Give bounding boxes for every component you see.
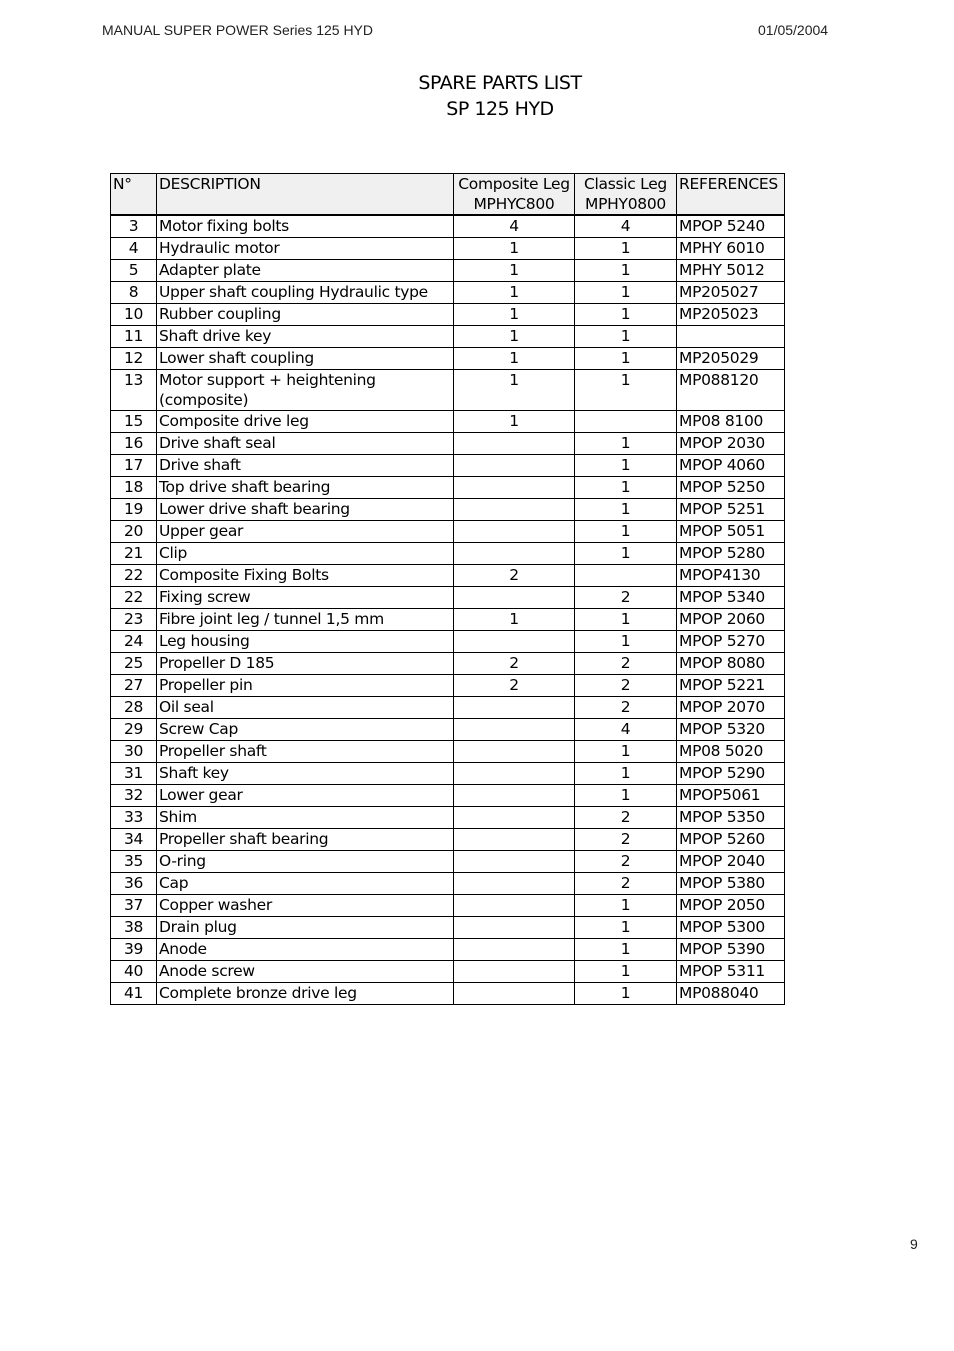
cell-reference: MP08 8100: [677, 411, 785, 433]
cell-description: Motor support + heightening (composite): [157, 370, 454, 411]
table-row: [111, 282, 785, 304]
cell-composite-qty: [454, 983, 575, 1005]
cell-description: Leg housing: [157, 631, 454, 653]
cell-reference: MPOP 5260: [677, 829, 785, 851]
cell-reference: MP088040: [677, 983, 785, 1005]
cell-reference: MP205027: [677, 282, 785, 304]
cell-reference: MPOP5061: [677, 785, 785, 807]
table-row: [111, 587, 785, 609]
cell-description: Propeller shaft bearing: [157, 829, 454, 851]
cell-description: Oil seal: [157, 697, 454, 719]
cell-classic-qty: 2: [575, 675, 677, 697]
cell-reference: MPOP 2030: [677, 433, 785, 455]
cell-number: 36: [111, 873, 157, 895]
column-header-composite-leg-label: Composite Leg: [458, 175, 570, 193]
cell-composite-qty: [454, 499, 575, 521]
cell-composite-qty: [454, 719, 575, 741]
cell-number: 13: [111, 370, 157, 411]
cell-classic-qty: 2: [575, 851, 677, 873]
table-row: [111, 741, 785, 763]
table-row: [111, 917, 785, 939]
cell-number: 30: [111, 741, 157, 763]
cell-number: 29: [111, 719, 157, 741]
cell-classic-qty: 1: [575, 543, 677, 565]
cell-classic-qty: 1: [575, 521, 677, 543]
table-row: [111, 763, 785, 785]
table-row: [111, 260, 785, 282]
cell-composite-qty: [454, 785, 575, 807]
cell-reference: MPOP 8080: [677, 653, 785, 675]
cell-description: Top drive shaft bearing: [157, 477, 454, 499]
cell-description: Lower shaft coupling: [157, 348, 454, 370]
cell-description: Drive shaft seal: [157, 433, 454, 455]
column-header-references-label: REFERENCES: [679, 175, 778, 193]
column-header-references-sub: [679, 194, 782, 214]
table-row: [111, 521, 785, 543]
cell-reference: MPOP 5350: [677, 807, 785, 829]
cell-composite-qty: [454, 873, 575, 895]
column-header-description: [157, 174, 454, 216]
cell-description: Upper shaft coupling Hydraulic type: [157, 282, 454, 304]
cell-composite-qty: 2: [454, 565, 575, 587]
cell-reference: [677, 326, 785, 348]
column-header-composite-leg: [454, 174, 575, 216]
table-row: [111, 433, 785, 455]
column-header-references: [677, 174, 785, 216]
table-row: [111, 719, 785, 741]
cell-classic-qty: 1: [575, 939, 677, 961]
cell-reference: MPOP 5221: [677, 675, 785, 697]
cell-composite-qty: [454, 477, 575, 499]
cell-number: 11: [111, 326, 157, 348]
cell-description: Hydraulic motor: [157, 238, 454, 260]
cell-reference: MPOP 5300: [677, 917, 785, 939]
table-row: [111, 961, 785, 983]
table-row: [111, 631, 785, 653]
cell-description: Adapter plate: [157, 260, 454, 282]
cell-number: 8: [111, 282, 157, 304]
cell-reference: MPOP 5380: [677, 873, 785, 895]
cell-description: Drain plug: [157, 917, 454, 939]
cell-description: Propeller shaft: [157, 741, 454, 763]
cell-number: 22: [111, 565, 157, 587]
cell-reference: MPOP 5270: [677, 631, 785, 653]
table-row: [111, 565, 785, 587]
cell-number: 41: [111, 983, 157, 1005]
cell-number: 5: [111, 260, 157, 282]
cell-composite-qty: 1: [454, 282, 575, 304]
cell-classic-qty: 1: [575, 983, 677, 1005]
cell-composite-qty: [454, 587, 575, 609]
table-row: [111, 851, 785, 873]
cell-classic-qty: 2: [575, 587, 677, 609]
cell-composite-qty: [454, 851, 575, 873]
cell-number: 31: [111, 763, 157, 785]
cell-classic-qty: [575, 411, 677, 433]
cell-classic-qty: 1: [575, 631, 677, 653]
page-number: 9: [910, 1236, 918, 1252]
table-row: [111, 807, 785, 829]
cell-classic-qty: 1: [575, 785, 677, 807]
cell-description: O-ring: [157, 851, 454, 873]
cell-description: Fixing screw: [157, 587, 454, 609]
cell-composite-qty: [454, 807, 575, 829]
cell-classic-qty: 1: [575, 499, 677, 521]
table-row: [111, 873, 785, 895]
document-header-date: 01/05/2004: [758, 22, 829, 38]
cell-reference: MPOP 2070: [677, 697, 785, 719]
table-row: [111, 348, 785, 370]
table-row: [111, 411, 785, 433]
column-header-description-sub: [159, 194, 451, 214]
cell-description: Screw Cap: [157, 719, 454, 741]
cell-reference: MPOP 5311: [677, 961, 785, 983]
cell-classic-qty: 1: [575, 477, 677, 499]
cell-reference: MPOP 5051: [677, 521, 785, 543]
cell-classic-qty: 1: [575, 433, 677, 455]
cell-reference: MPOP 5390: [677, 939, 785, 961]
cell-classic-qty: 1: [575, 348, 677, 370]
cell-reference: MPOP 5280: [677, 543, 785, 565]
column-header-classic-leg: [575, 174, 677, 216]
table-row: [111, 326, 785, 348]
spare-parts-table-body: [111, 215, 785, 1005]
cell-description: Complete bronze drive leg: [157, 983, 454, 1005]
cell-composite-qty: 2: [454, 675, 575, 697]
cell-description: Cap: [157, 873, 454, 895]
cell-description: Composite drive leg: [157, 411, 454, 433]
column-header-classic-leg-label: Classic Leg: [584, 175, 667, 193]
cell-classic-qty: 4: [575, 719, 677, 741]
column-header-number-sub: [113, 194, 154, 214]
cell-composite-qty: [454, 895, 575, 917]
cell-classic-qty: 1: [575, 326, 677, 348]
cell-number: 24: [111, 631, 157, 653]
cell-reference: MPOP 4060: [677, 455, 785, 477]
cell-number: 23: [111, 609, 157, 631]
cell-composite-qty: 1: [454, 238, 575, 260]
table-row: [111, 499, 785, 521]
cell-classic-qty: 1: [575, 260, 677, 282]
table-row: [111, 675, 785, 697]
cell-classic-qty: 1: [575, 282, 677, 304]
table-row: [111, 370, 785, 411]
cell-description: Anode: [157, 939, 454, 961]
cell-number: 34: [111, 829, 157, 851]
table-row: [111, 895, 785, 917]
cell-classic-qty: 1: [575, 763, 677, 785]
cell-composite-qty: [454, 829, 575, 851]
table-row: [111, 543, 785, 565]
table-header-row: [111, 174, 785, 216]
cell-composite-qty: 1: [454, 370, 575, 411]
cell-composite-qty: [454, 543, 575, 565]
cell-classic-qty: 1: [575, 961, 677, 983]
cell-reference: MPOP 5240: [677, 215, 785, 238]
cell-composite-qty: [454, 521, 575, 543]
cell-reference: MPOP 2040: [677, 851, 785, 873]
cell-classic-qty: 1: [575, 609, 677, 631]
cell-description: Upper gear: [157, 521, 454, 543]
cell-description: Shaft key: [157, 763, 454, 785]
cell-number: 22: [111, 587, 157, 609]
cell-classic-qty: 1: [575, 917, 677, 939]
cell-number: 33: [111, 807, 157, 829]
column-header-number-label: N°: [113, 175, 132, 193]
table-row: [111, 697, 785, 719]
cell-composite-qty: [454, 433, 575, 455]
cell-classic-qty: 2: [575, 873, 677, 895]
cell-classic-qty: 4: [575, 215, 677, 238]
cell-classic-qty: 2: [575, 829, 677, 851]
table-row: [111, 785, 785, 807]
cell-composite-qty: 1: [454, 411, 575, 433]
cell-number: 10: [111, 304, 157, 326]
table-row: [111, 455, 785, 477]
cell-composite-qty: [454, 455, 575, 477]
cell-reference: MPOP 5320: [677, 719, 785, 741]
cell-number: 15: [111, 411, 157, 433]
table-row: [111, 653, 785, 675]
cell-number: 21: [111, 543, 157, 565]
cell-classic-qty: 2: [575, 653, 677, 675]
table-row: [111, 477, 785, 499]
cell-number: 25: [111, 653, 157, 675]
cell-reference: MP08 5020: [677, 741, 785, 763]
cell-classic-qty: 1: [575, 304, 677, 326]
table-row: [111, 304, 785, 326]
cell-composite-qty: 1: [454, 609, 575, 631]
cell-number: 4: [111, 238, 157, 260]
cell-composite-qty: 1: [454, 260, 575, 282]
column-header-composite-leg-code: MPHYC800: [473, 195, 555, 213]
cell-classic-qty: 1: [575, 895, 677, 917]
cell-composite-qty: 1: [454, 326, 575, 348]
cell-composite-qty: [454, 631, 575, 653]
cell-classic-qty: 2: [575, 807, 677, 829]
cell-number: 39: [111, 939, 157, 961]
cell-reference: MPOP 5340: [677, 587, 785, 609]
cell-description: Shim: [157, 807, 454, 829]
cell-number: 16: [111, 433, 157, 455]
cell-reference: MPOP 2050: [677, 895, 785, 917]
table-row: [111, 238, 785, 260]
cell-classic-qty: 1: [575, 741, 677, 763]
cell-composite-qty: [454, 939, 575, 961]
spare-parts-table: [110, 173, 785, 1005]
cell-classic-qty: 1: [575, 370, 677, 411]
cell-description: Lower gear: [157, 785, 454, 807]
cell-description: Drive shaft: [157, 455, 454, 477]
cell-reference: MPOP 5290: [677, 763, 785, 785]
cell-number: 40: [111, 961, 157, 983]
cell-description: Propeller D 185: [157, 653, 454, 675]
cell-number: 12: [111, 348, 157, 370]
cell-classic-qty: 2: [575, 697, 677, 719]
cell-composite-qty: [454, 961, 575, 983]
cell-reference: MPOP 2060: [677, 609, 785, 631]
cell-composite-qty: 1: [454, 348, 575, 370]
cell-composite-qty: 1: [454, 304, 575, 326]
table-row: [111, 983, 785, 1005]
cell-reference: MP205029: [677, 348, 785, 370]
table-row: [111, 829, 785, 851]
cell-number: 20: [111, 521, 157, 543]
cell-number: 38: [111, 917, 157, 939]
cell-description: Propeller pin: [157, 675, 454, 697]
table-row: [111, 215, 785, 238]
cell-composite-qty: 4: [454, 215, 575, 238]
cell-composite-qty: [454, 917, 575, 939]
column-header-classic-leg-code: MPHY0800: [585, 195, 666, 213]
cell-number: 17: [111, 455, 157, 477]
cell-composite-qty: [454, 763, 575, 785]
table-row: [111, 939, 785, 961]
page-title-line-1: SPARE PARTS LIST: [418, 72, 582, 94]
cell-number: 27: [111, 675, 157, 697]
cell-reference: MPHY 6010: [677, 238, 785, 260]
column-header-number: [111, 174, 157, 216]
cell-number: 35: [111, 851, 157, 873]
cell-number: 28: [111, 697, 157, 719]
cell-description: Clip: [157, 543, 454, 565]
cell-classic-qty: [575, 565, 677, 587]
page-title: [0, 70, 954, 122]
cell-number: 18: [111, 477, 157, 499]
cell-description: Rubber coupling: [157, 304, 454, 326]
cell-reference: MPOP 5251: [677, 499, 785, 521]
cell-composite-qty: [454, 741, 575, 763]
document-header-title: MANUAL SUPER POWER Series 125 HYD: [102, 22, 373, 38]
cell-number: 19: [111, 499, 157, 521]
cell-description: Anode screw: [157, 961, 454, 983]
cell-number: 3: [111, 215, 157, 238]
cell-description: Composite Fixing Bolts: [157, 565, 454, 587]
page-title-line-2: SP 125 HYD: [446, 98, 554, 120]
cell-description: Copper washer: [157, 895, 454, 917]
cell-composite-qty: 2: [454, 653, 575, 675]
cell-number: 32: [111, 785, 157, 807]
cell-number: 37: [111, 895, 157, 917]
cell-reference: MP088120: [677, 370, 785, 411]
cell-description: Motor fixing bolts: [157, 215, 454, 238]
column-header-description-label: DESCRIPTION: [159, 175, 261, 193]
table-row: [111, 609, 785, 631]
cell-classic-qty: 1: [575, 238, 677, 260]
cell-classic-qty: 1: [575, 455, 677, 477]
cell-reference: MPOP4130: [677, 565, 785, 587]
cell-reference: MPHY 5012: [677, 260, 785, 282]
cell-description: Shaft drive key: [157, 326, 454, 348]
cell-description: Fibre joint leg / tunnel 1,5 mm: [157, 609, 454, 631]
cell-description: Lower drive shaft bearing: [157, 499, 454, 521]
cell-composite-qty: [454, 697, 575, 719]
cell-reference: MPOP 5250: [677, 477, 785, 499]
cell-reference: MP205023: [677, 304, 785, 326]
